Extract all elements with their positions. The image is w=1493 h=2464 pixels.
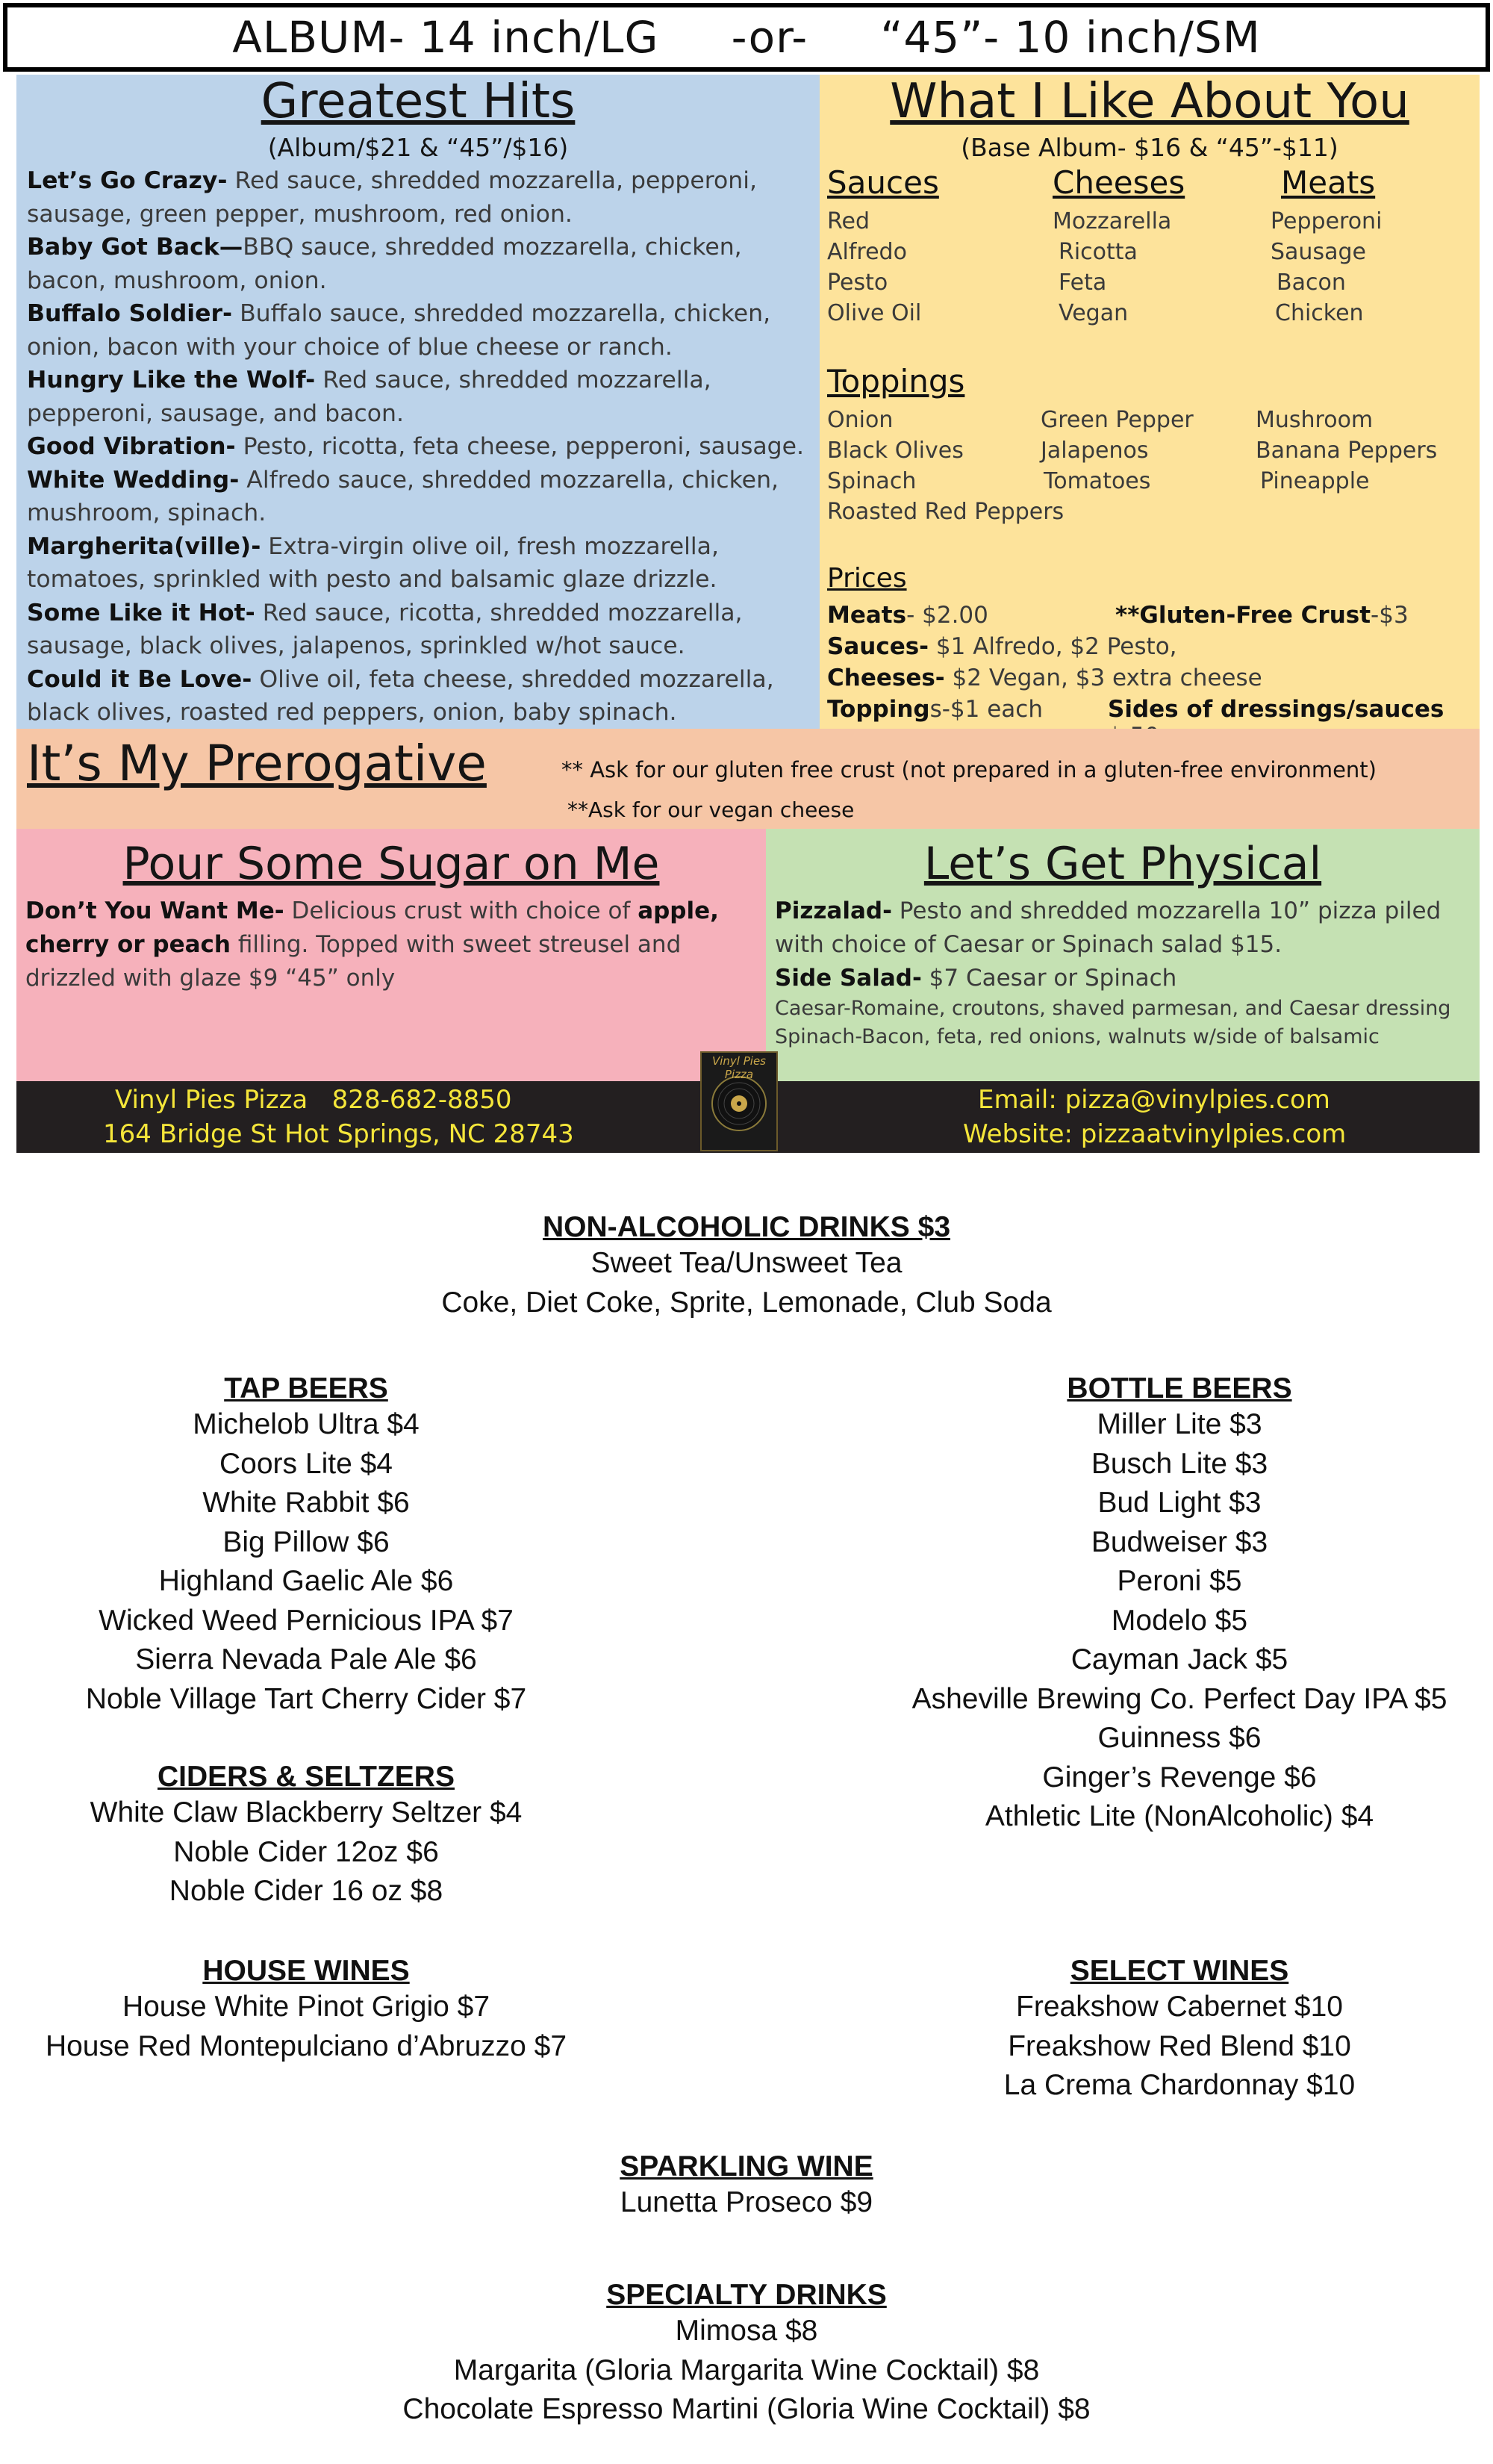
prerogative-panel [16, 729, 1480, 829]
sauce-item: Olive Oil [827, 300, 922, 326]
pizza-name: Good Vibration- [27, 433, 236, 460]
vegan-note: **Ask for our vegan cheese [567, 797, 855, 822]
price-key: Sauces- [827, 633, 929, 660]
meats-heading: Meats [1281, 164, 1376, 201]
pizza-desc: Olive oil, feta cheese, shredded mozzarella, black olives, roasted red peppers, onion, baby spinach. [27, 665, 774, 726]
bottle-beers-heading: BOTTLE BEERS [1067, 1372, 1292, 1404]
topping-item: Tomatoes [1044, 468, 1151, 494]
greatest-hits-list [27, 164, 811, 729]
dessert-panel [16, 829, 766, 1081]
price-gluten-free [1115, 602, 1409, 629]
topping-item: Green Pepper [1041, 407, 1194, 433]
pizza-item [27, 530, 811, 597]
logo-text: Vinyl Pies Pizza [711, 1054, 766, 1081]
price-key: Sides of dressings/sauces [1108, 696, 1444, 723]
prices-heading: Prices [827, 563, 907, 594]
address: 164 Bridge St Hot Springs, NC 28743 [103, 1119, 574, 1149]
toppings-col-1 [827, 405, 1064, 527]
price-value: $1 Alfredo, $2 Pesto, [929, 633, 1177, 660]
meat-item: Chicken [1275, 300, 1364, 326]
topping-item: Banana Peppers [1256, 438, 1438, 464]
sauce-item: Pesto [827, 270, 888, 296]
price-cheeses [827, 665, 1262, 691]
drink-item: Big Pillow $6 [222, 1525, 390, 1558]
drink-item: Wicked Weed Pernicious IPA $7 [99, 1604, 514, 1637]
price-key: Cheeses- [827, 665, 945, 691]
side-salad-name: Side Salad- [775, 965, 922, 992]
pizza-desc: Red sauce, shredded mozzarella, pepperoni, sausage, and bacon. [27, 367, 711, 427]
select-wines-section [866, 1955, 1493, 2106]
sauces-list [827, 206, 921, 329]
website-link[interactable]: Website: pizzaatvinylpies.com [963, 1119, 1347, 1149]
drink-item: Highland Gaelic Ale $6 [158, 1565, 454, 1597]
drink-item: Bud Light $3 [1097, 1487, 1262, 1519]
drink-item: Chocolate Espresso Martini (Gloria Wine Cocktail) $8 [402, 2393, 1091, 2425]
drink-item: Athletic Lite (NonAlcoholic) $4 [985, 1800, 1374, 1832]
pizza-desc: Red sauce, shredded mozzarella, pepperoni, sausage, green pepper, mushroom, red onion. [27, 167, 757, 228]
size-header [3, 3, 1490, 72]
toppings-heading: Toppings [827, 363, 965, 399]
pizza-item [27, 430, 811, 464]
pizza-desc: Extra-virgin olive oil, fresh mozzarella, tomatoes, sprinkled with pesto and balsamic glaze drizzle. [27, 532, 719, 593]
greatest-hits-panel [16, 75, 820, 729]
topping-item: Black Olives [827, 438, 964, 464]
side-salad-item [775, 962, 1469, 995]
price-value: $2 Vegan, $3 extra cheese [944, 665, 1262, 691]
bottle-beers-section [866, 1372, 1493, 1837]
price-key: Meats [827, 602, 907, 629]
pizza-item [27, 464, 811, 530]
drink-item: Modelo $5 [1111, 1604, 1248, 1637]
pizza-item [27, 231, 811, 297]
spinach-detail: Spinach-Bacon, feta, red onions, walnuts w/side of balsamic [775, 1025, 1380, 1048]
pizzalad-desc: Pesto and shredded mozzarella 10” pizza piled with choice of Caesar or Spinach salad $15. [775, 897, 1441, 958]
drink-item: Ginger’s Revenge $6 [1042, 1761, 1317, 1793]
non-alcoholic-section [373, 1211, 1120, 1322]
pizza-desc: Pesto, ricotta, feta cheese, pepperoni, sausage. [235, 433, 805, 460]
greatest-hits-prices: (Album/$21 & “45”/$16) [267, 133, 569, 162]
sparkling-section [373, 2150, 1120, 2223]
price-key: Topping [827, 696, 930, 723]
drink-item: Budweiser $3 [1091, 1525, 1268, 1558]
drink-item: Coke, Diet Coke, Sprite, Lemonade, Club Soda [441, 1286, 1052, 1319]
pizza-item [27, 364, 811, 430]
tap-beers-section [15, 1372, 597, 1719]
ciders-section [15, 1761, 597, 1911]
pizza-name: Margherita(ville)- [27, 532, 261, 560]
drink-item: Noble Village Tart Cherry Cider $7 [85, 1682, 527, 1715]
cheeses-list [1053, 206, 1171, 329]
salad-panel [766, 829, 1480, 1081]
drink-item: Coors Lite $4 [219, 1447, 393, 1480]
pizza-desc: Buffalo sauce, shredded mozzarella, chicken, onion, bacon with your choice of blue cheese or ranch. [27, 300, 771, 361]
drink-item: Guinness $6 [1097, 1722, 1262, 1754]
price-value: -$3 [1371, 602, 1409, 629]
email-link[interactable]: Email: pizza@vinylpies.com [978, 1085, 1330, 1115]
cheeses-heading: Cheeses [1053, 164, 1185, 201]
dessert-desc-a: Delicious crust with choice of [284, 897, 638, 924]
pizza-name: Some Like it Hot- [27, 599, 255, 626]
drink-item: White Claw Blackberry Seltzer $4 [90, 1796, 523, 1829]
specialty-heading: SPECIALTY DRINKS [606, 2279, 887, 2311]
select-wines-heading: SELECT WINES [1070, 1955, 1289, 1987]
dessert-fillings: apple, cherry or peach [25, 897, 719, 958]
meat-item: Bacon [1277, 270, 1346, 296]
drink-item: Mimosa $8 [675, 2315, 818, 2347]
vinyl-logo [700, 1051, 778, 1151]
gluten-free-note: ** Ask for our gluten free crust (not prepared in a gluten-free environment) [561, 757, 1377, 783]
dessert-item [25, 895, 757, 995]
pizzalad-item [775, 895, 1469, 962]
topping-item: Spinach [827, 468, 917, 494]
drink-item: House White Pinot Grigio $7 [122, 1991, 490, 2023]
drink-item: La Crema Chardonnay $10 [1003, 2069, 1356, 2101]
side-salad-desc: $7 Caesar or Spinach [921, 965, 1177, 992]
topping-item: Roasted Red Peppers [827, 499, 1065, 525]
drink-item: White Rabbit $6 [202, 1487, 410, 1519]
greatest-hits-title: Greatest Hits [261, 74, 576, 129]
meat-item: Sausage [1271, 239, 1366, 265]
pizza-name: Baby Got Back— [27, 234, 243, 261]
toppings-col-3 [1256, 405, 1437, 497]
dessert-title: Pour Some Sugar on Me [122, 838, 660, 890]
drink-item: Michelob Ultra $4 [193, 1408, 420, 1440]
pizza-name: Could it Be Love- [27, 665, 252, 693]
non-alcoholic-heading: NON-ALCOHOLIC DRINKS $3 [542, 1211, 951, 1243]
pizza-item [27, 663, 811, 729]
sauce-item: Alfredo [827, 239, 907, 265]
sauce-item: Red [827, 208, 870, 234]
pizzalad-name: Pizzalad- [775, 897, 892, 924]
pizza-desc: Red sauce, ricotta, shredded mozzarella, sausage, black olives, jalapenos, sprinkled w/hot sauce. [27, 599, 743, 659]
price-value: - $2.00 [906, 602, 988, 629]
build-your-own-panel [820, 75, 1480, 729]
toppings-col-2 [1041, 405, 1194, 497]
cheese-item: Vegan [1059, 300, 1129, 326]
dessert-desc-b: filling. Topped with sweet streusel and drizzled with glaze $9 “45” only [25, 931, 682, 992]
pizza-desc: BBQ sauce, shredded mozzarella, chicken, bacon, mushroom, onion. [27, 234, 742, 294]
pizza-name: White Wedding- [27, 466, 240, 494]
caesar-detail: Caesar-Romaine, croutons, shaved parmesan, and Caesar dressing [775, 997, 1451, 1020]
salad-details [775, 995, 1477, 1051]
price-value: s-$1 each [929, 696, 1043, 723]
drink-item: Busch Lite $3 [1091, 1447, 1268, 1480]
salad-title: Let’s Get Physical [923, 838, 1322, 890]
build-your-own-prices: (Base Album- $16 & “45”-$11) [961, 133, 1338, 162]
drink-item: Noble Cider 12oz $6 [173, 1835, 439, 1868]
dessert-name: Don’t You Want Me- [25, 897, 284, 924]
sauces-heading: Sauces [827, 164, 939, 201]
drink-item: Sierra Nevada Pale Ale $6 [135, 1643, 477, 1676]
sparkling-heading: SPARKLING WINE [620, 2150, 873, 2183]
prerogative-title: It’s My Prerogative [27, 735, 487, 792]
pizza-desc: Alfredo sauce, shredded mozzarella, chicken, mushroom, spinach. [27, 466, 779, 526]
pizza-item [27, 297, 811, 364]
ciders-heading: CIDERS & SELTZERS [158, 1761, 455, 1793]
topping-item: Pineapple [1260, 468, 1370, 494]
topping-item: Onion [827, 407, 894, 433]
drink-item: Cayman Jack $5 [1070, 1643, 1288, 1676]
drink-item: Margarita (Gloria Margarita Wine Cocktail) $8 [453, 2353, 1040, 2386]
topping-item: Mushroom [1256, 407, 1374, 433]
meats-list [1271, 206, 1382, 329]
price-key: **Gluten-Free Crust [1115, 602, 1371, 629]
drink-item: House Red Montepulciano d’Abruzzo $7 [45, 2029, 567, 2062]
drink-item: Peroni $5 [1117, 1565, 1242, 1597]
drink-item: Asheville Brewing Co. Perfect Day IPA $5 [911, 1682, 1447, 1715]
cheese-item: Ricotta [1059, 239, 1138, 265]
house-wines-section [15, 1955, 597, 2066]
drink-item: Freakshow Cabernet $10 [1016, 1991, 1343, 2023]
price-toppings [827, 696, 1043, 723]
pizza-item [27, 164, 811, 231]
pizza-name: Let’s Go Crazy- [27, 167, 228, 194]
pizza-name: Hungry Like the Wolf- [27, 367, 316, 393]
drink-item: Freakshow Red Blend $10 [1008, 2029, 1351, 2062]
drink-item: Noble Cider 16 oz $8 [169, 1875, 443, 1907]
cheese-item: Mozzarella [1053, 208, 1172, 234]
specialty-section [299, 2279, 1194, 2430]
topping-item: Jalapenos [1041, 438, 1149, 464]
meat-item: Pepperoni [1271, 208, 1383, 234]
drink-item: Miller Lite $3 [1097, 1408, 1262, 1440]
price-meats [827, 602, 988, 629]
pizza-name: Buffalo Soldier- [27, 300, 233, 327]
pizza-item [27, 597, 811, 663]
cheese-item: Feta [1059, 270, 1107, 296]
house-wines-heading: HOUSE WINES [202, 1955, 410, 1987]
build-your-own-title: What I Like About You [890, 74, 1409, 129]
contact-footer [16, 1054, 1480, 1153]
name-phone: Vinyl Pies Pizza 828-682-8850 [115, 1085, 512, 1115]
drink-item: Sweet Tea/Unsweet Tea [590, 1247, 903, 1279]
tap-beers-heading: TAP BEERS [224, 1372, 388, 1404]
price-sauces [827, 633, 1177, 660]
drink-item: Lunetta Proseco $9 [620, 2186, 873, 2218]
size-header-text: ALBUM- 14 inch/LG -or- “45”- 10 inch/SM [232, 12, 1261, 63]
